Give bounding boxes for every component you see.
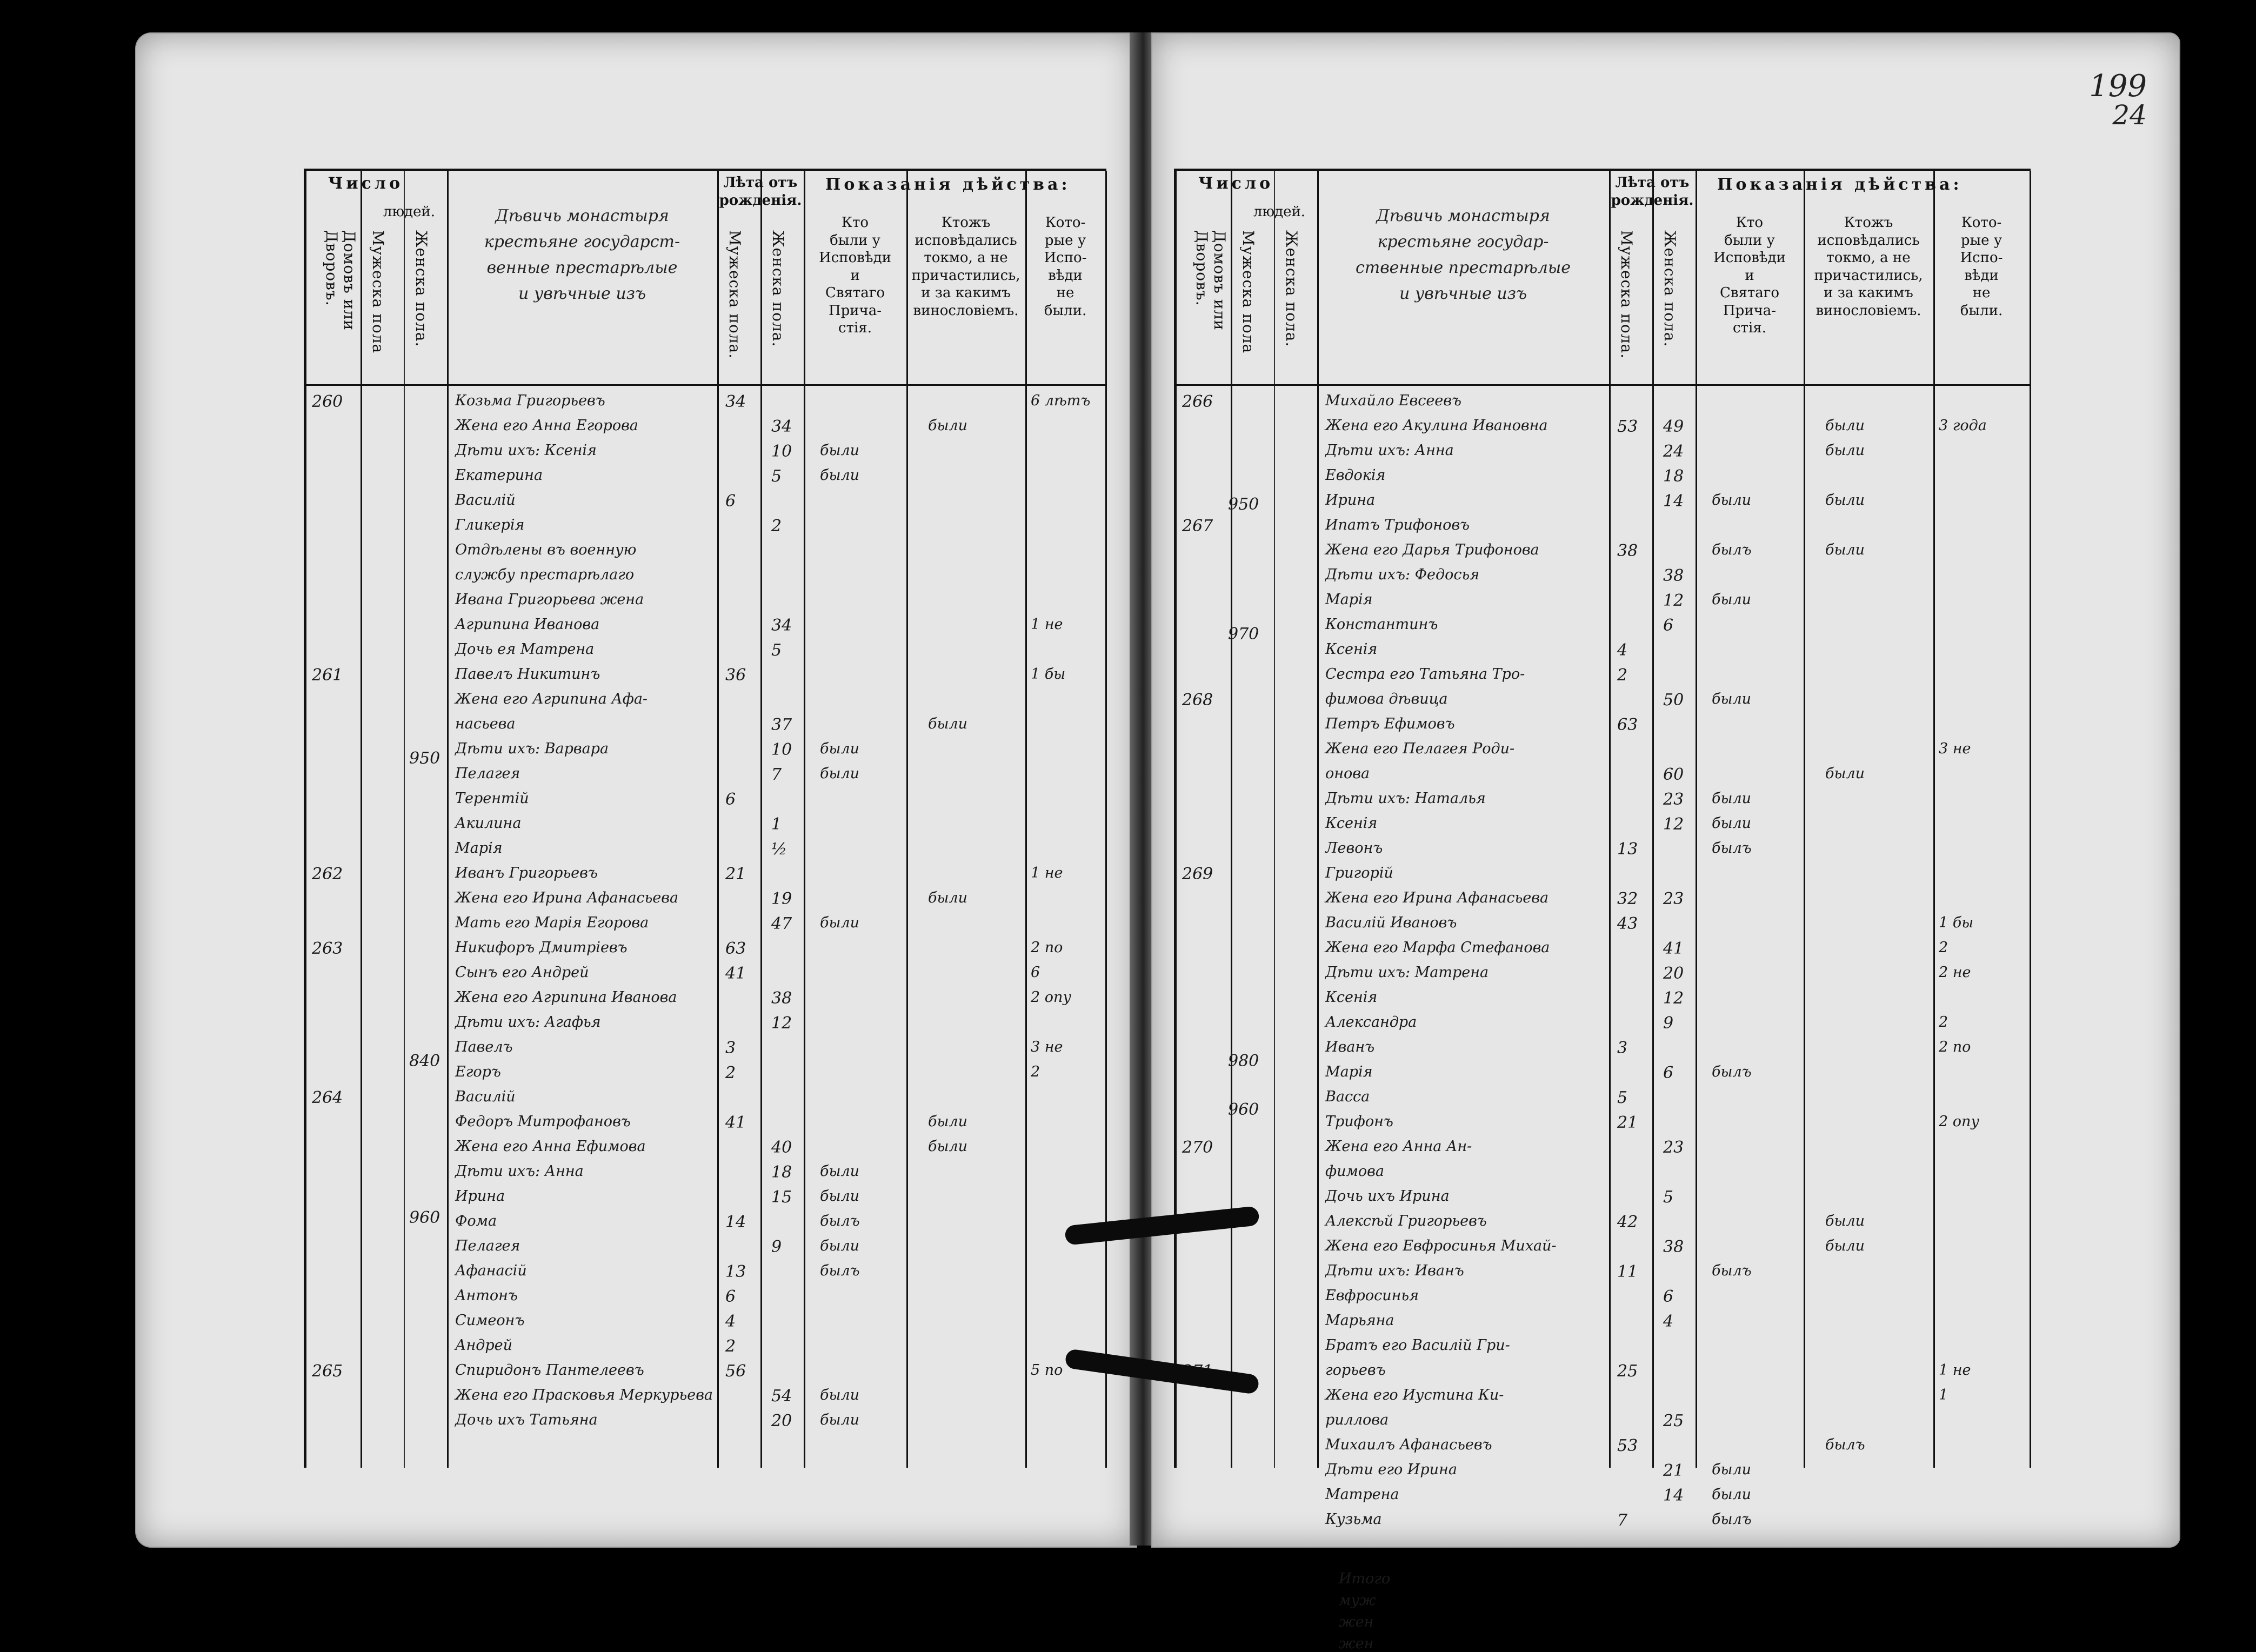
header-leta-m: Мужеска пола. (726, 230, 744, 359)
dvor-number: 263 (312, 939, 343, 958)
dvor-number: 268 (1182, 691, 1213, 710)
entry-name: Левонъ (1325, 840, 1383, 857)
entry-name: Дѣти ихъ: Анна (1325, 442, 1454, 459)
mark-kotorye: 2 опу (1031, 989, 1072, 1006)
entry-name: Федоръ Митрофановъ (455, 1113, 631, 1130)
age-female: 38 (1663, 1238, 1684, 1256)
age-male: 14 (725, 1213, 746, 1232)
mark-kto: были (1712, 1486, 1752, 1503)
age-male: 21 (725, 865, 746, 884)
entry-name: Жена его Евфросинья Михай- (1325, 1238, 1557, 1254)
dvor-number: 267 (1182, 517, 1213, 536)
entry-name: Дѣти ихъ: Агафья (455, 1014, 601, 1031)
age-male: 56 (725, 1362, 746, 1381)
entry-name: Никифоръ Дмитріевъ (455, 939, 628, 956)
entry-name: Ксенія (1325, 815, 1378, 832)
age-female: 34 (771, 616, 792, 635)
entry-name: Антонъ (455, 1287, 518, 1304)
age-male: 13 (725, 1262, 746, 1281)
mark-kotorye: 2 не (1939, 964, 1971, 981)
age-female: 34 (771, 417, 792, 436)
mark-kto: были (820, 740, 860, 757)
age-male: 41 (725, 1113, 746, 1132)
mark-kotorye: 3 не (1031, 1039, 1063, 1055)
entry-name: Дочь ея Матрена (455, 641, 595, 658)
age-female: 50 (1663, 691, 1684, 710)
folio-sub: 24 (2112, 99, 2147, 131)
age-male: 53 (1617, 1436, 1638, 1455)
mark-kto: былъ (1712, 1262, 1752, 1279)
entry-name: насьева (455, 715, 516, 732)
mark-kto: были (820, 914, 860, 931)
entry-name: Жена его Марфа Стефанова (1325, 939, 1550, 956)
entry-name: Дѣти ихъ: Наталья (1325, 790, 1486, 807)
mark-kto: былъ (1712, 541, 1752, 558)
header-kotorye-right: Кото- рые у Испо- вѣди не были. (1960, 215, 2003, 319)
header-leta: Лѣта отъ рожденія. (719, 175, 802, 209)
age-male: 38 (1617, 541, 1638, 560)
entry-name: Иванъ Григорьевъ (455, 865, 598, 881)
age-male: 43 (1617, 914, 1638, 933)
age-female: 60 (1663, 765, 1684, 784)
age-female: 24 (1663, 442, 1684, 461)
tail-note: жен (1339, 1614, 1374, 1630)
mark-kotorye: 2 по (1031, 939, 1063, 956)
mark-ktozh: были (1825, 765, 1865, 782)
dvor-number: 260 (312, 392, 343, 411)
entry-name: Жена его Агрипина Иванова (455, 989, 677, 1006)
age-male: 42 (1617, 1213, 1638, 1232)
entry-name: Отдѣлены въ военную (455, 541, 637, 558)
age-female: 5 (771, 467, 782, 486)
mark-kto: были (820, 1412, 860, 1428)
entry-name: Михайло Евсеевъ (1325, 392, 1461, 409)
mark-kotorye: 3 не (1939, 740, 1971, 757)
entry-name: Агрипина Иванова (455, 616, 600, 633)
entry-name: Михаилъ Афанасьевъ (1325, 1436, 1492, 1453)
entry-name: Жена его Пелагея Роди- (1325, 740, 1515, 757)
age-female: 18 (1663, 467, 1684, 486)
header-lyudei-right: людей. (1253, 204, 1306, 220)
entry-name: Марія (1325, 591, 1373, 608)
group-total: 960 (409, 1208, 440, 1227)
age-male: 2 (1617, 666, 1628, 685)
entry-name: Павелъ (455, 1039, 513, 1055)
entry-name: Васса (1325, 1088, 1370, 1105)
mark-ktozh: были (928, 417, 968, 434)
age-female: 12 (771, 1014, 792, 1033)
entry-name: Жена его Акулина Ивановна (1325, 417, 1548, 434)
mark-kotorye: 2 опу (1939, 1113, 1980, 1130)
right-page (1151, 32, 2180, 1652)
entry-name: Братъ его Василій Гри- (1325, 1337, 1510, 1354)
age-female: 19 (771, 889, 792, 908)
entry-name: Дочь ихъ Ирина (1325, 1188, 1450, 1205)
mark-kto: были (1712, 691, 1752, 707)
age-female: 20 (771, 1412, 792, 1430)
entry-name: Жена его Иустина Ки- (1325, 1387, 1504, 1403)
mark-kotorye: 2 (1939, 939, 1948, 956)
age-female: 12 (1663, 591, 1684, 610)
age-female: 47 (771, 914, 792, 933)
mark-ktozh: были (1825, 1238, 1865, 1254)
age-female: 49 (1663, 417, 1684, 436)
entry-name: Константинъ (1325, 616, 1438, 633)
age-female: 7 (771, 765, 782, 784)
entry-name: Жена его Ирина Афанасьева (1325, 889, 1549, 906)
age-female: 14 (1663, 492, 1684, 511)
mark-ktozh: были (928, 715, 968, 732)
tail-note: Итого (1339, 1570, 1391, 1587)
right-title: Дѣвичь монастыря крестьяне государ- ственные престарѣлые и увѣчные изъ (1355, 206, 1571, 303)
mark-kto: были (820, 1188, 860, 1205)
entry-name: Дѣти ихъ: Варвара (455, 740, 609, 757)
header-zhen-right: Женска пола. (1283, 230, 1300, 347)
entry-name: Пелагея (455, 765, 520, 782)
age-female: 23 (1663, 1138, 1684, 1157)
entry-name: Василій (455, 1088, 516, 1105)
mark-kto: былъ (1712, 840, 1752, 857)
age-male: 41 (725, 964, 746, 983)
age-male: 11 (1617, 1262, 1638, 1281)
age-female: 20 (1663, 964, 1684, 983)
entry-name: Матрена (1325, 1486, 1399, 1503)
entry-name: Ксенія (1325, 641, 1378, 658)
header-kotorye: Кото- рые у Испо- вѣди не были. (1044, 215, 1087, 319)
entry-name: Жена его Дарья Трифонова (1325, 541, 1539, 558)
header-leta-m-right: Мужеска пола. (1618, 230, 1636, 359)
entry-name: онова (1325, 765, 1370, 782)
open-register-book (135, 32, 2221, 1652)
mark-kto: были (820, 1163, 860, 1180)
entry-name: Мать его Марія Егорова (455, 914, 649, 931)
entry-name: Петръ Ефимовъ (1325, 715, 1455, 732)
dvor-number: 261 (312, 666, 343, 685)
mark-ktozh: были (1825, 541, 1865, 558)
age-male: 36 (725, 666, 746, 685)
entry-name: Евдокія (1325, 467, 1386, 484)
tail-note: муж (1339, 1592, 1376, 1609)
mark-ktozh: были (1825, 492, 1865, 509)
age-male: 2 (725, 1064, 736, 1082)
entry-name: фимова (1325, 1163, 1384, 1180)
entry-name: Екатерина (455, 467, 543, 484)
mark-kotorye: 1 не (1939, 1362, 1971, 1379)
mark-kto: были (1712, 591, 1752, 608)
age-male: 6 (725, 1287, 736, 1306)
entry-name: Андрей (455, 1337, 512, 1354)
dvor-number: 270 (1182, 1138, 1213, 1157)
mark-kotorye: 1 не (1031, 865, 1063, 881)
dvor-number: 262 (312, 865, 343, 884)
entry-name: Дѣти ихъ: Федосья (1325, 566, 1480, 583)
header-chislo-right: Число (1198, 174, 1274, 193)
header-chislo: Число (328, 174, 404, 193)
entry-name: Ипатъ Трифоновъ (1325, 517, 1470, 533)
entry-name: Ирина (455, 1188, 505, 1205)
header-leta-right: Лѣта отъ рожденія. (1611, 175, 1694, 209)
mark-kotorye: 2 (1939, 1014, 1948, 1031)
mark-ktozh: были (928, 1113, 968, 1130)
mark-kto: были (820, 1238, 860, 1254)
age-female: 9 (771, 1238, 782, 1256)
entry-name: Жена его Агрипина Афа- (455, 691, 648, 707)
header-leta-zh-right: Женска пола. (1661, 230, 1679, 347)
age-female: 18 (771, 1163, 792, 1182)
age-female: 54 (771, 1387, 792, 1406)
dvor-number: 265 (312, 1362, 343, 1381)
age-female: 38 (1663, 566, 1684, 585)
header-kto-right: Кто были у Исповѣди и Святаго Прича- стія. (1713, 215, 1786, 336)
entry-name: Спиридонъ Пантелеевъ (455, 1362, 644, 1379)
folio-number (2089, 71, 2147, 129)
age-male: 34 (725, 392, 746, 411)
header-leta-zh: Женска пола. (769, 230, 787, 347)
age-male: 3 (1617, 1039, 1628, 1058)
entry-name: Жена его Анна Егорова (455, 417, 638, 434)
mark-kotorye: 6 (1031, 964, 1040, 981)
age-male: 5 (1617, 1088, 1628, 1107)
group-total: 950 (409, 749, 440, 768)
left-title: Дѣвичь монастыря крестьяне государст- венные престарѣлые и увѣчные изъ (484, 206, 680, 303)
group-total: 950 (1228, 495, 1259, 514)
mark-kotorye: 1 не (1031, 616, 1063, 633)
mark-kto: были (820, 442, 860, 459)
mark-kto: были (1712, 492, 1752, 509)
mark-ktozh: были (928, 889, 968, 906)
tail-note: жен (1339, 1635, 1374, 1652)
entry-name: Кузьма (1325, 1511, 1382, 1528)
entry-name: Дѣти ихъ: Ксенія (455, 442, 597, 459)
group-total: 970 (1228, 625, 1259, 644)
mark-kotorye: 5 по (1031, 1362, 1063, 1379)
mark-kotorye: 1 бы (1031, 666, 1066, 683)
mark-kto: были (820, 765, 860, 782)
entry-name: Жена его Прасковья Меркурьева (455, 1387, 713, 1403)
entry-name: Сестра его Татьяна Тро- (1325, 666, 1525, 683)
mark-kto: были (820, 467, 860, 484)
mark-ktozh: были (1825, 442, 1865, 459)
entry-name: горьевъ (1325, 1362, 1386, 1379)
age-male: 7 (1617, 1511, 1628, 1530)
age-male: 25 (1617, 1362, 1638, 1381)
age-female: 23 (1663, 790, 1684, 809)
header-muzh-right: Мужеска пола (1239, 230, 1257, 354)
age-female: ½ (771, 840, 787, 859)
age-female: 23 (1663, 889, 1684, 908)
entry-name: Дѣти ихъ: Матрена (1325, 964, 1489, 981)
age-male: 53 (1617, 417, 1638, 436)
age-male: 32 (1617, 889, 1638, 908)
age-female: 21 (1663, 1461, 1684, 1480)
mark-kotorye: 1 (1939, 1387, 1948, 1403)
entry-name: Павелъ Никитинъ (455, 666, 600, 683)
mark-ktozh: были (1825, 1213, 1865, 1229)
age-female: 15 (771, 1188, 792, 1207)
entry-name: Марія (455, 840, 503, 857)
right-table (1174, 169, 2031, 1652)
header-zhen: Женска пола. (412, 230, 430, 347)
entry-name: Евфросинья (1325, 1287, 1419, 1304)
age-female: 6 (1663, 1064, 1674, 1082)
entry-name: Дѣти ихъ: Анна (455, 1163, 584, 1180)
entry-name: Трифонъ (1325, 1113, 1393, 1130)
mark-kto: были (1712, 1461, 1752, 1478)
entry-name: Дѣти ихъ: Иванъ (1325, 1262, 1464, 1279)
entry-name: Ирина (1325, 492, 1376, 509)
entry-name: Акилина (455, 815, 522, 832)
entry-name: фимова дѣвица (1325, 691, 1448, 707)
left-page (135, 32, 1137, 1548)
entry-name: Григорій (1325, 865, 1393, 881)
entry-name: Жена его Анна Ефимова (455, 1138, 646, 1155)
age-female: 6 (1663, 1287, 1674, 1306)
entry-name: Афанасій (455, 1262, 527, 1279)
entry-name: Жена его Ирина Афанасьева (455, 889, 679, 906)
entry-name: Жена его Анна Ан- (1325, 1138, 1472, 1155)
header-muzh: Мужеска пола (369, 230, 387, 354)
age-male: 63 (725, 939, 746, 958)
entry-name: Козьма Григорьевъ (455, 392, 605, 409)
entry-name: Дѣти его Ирина (1325, 1461, 1457, 1478)
age-female: 25 (1663, 1412, 1684, 1430)
age-female: 9 (1663, 1014, 1674, 1033)
entry-name: Сынъ его Андрей (455, 964, 589, 981)
entry-name: Дочь ихъ Татьяна (455, 1412, 598, 1428)
mark-kto: были (1712, 815, 1752, 832)
group-total: 980 (1228, 1052, 1259, 1071)
age-female: 40 (771, 1138, 792, 1157)
header-ktozh-right: Ктожъ исповѣдались токмо, а не причастились, и за какимъ винословіемъ. (1814, 215, 1923, 319)
mark-kto: былъ (820, 1213, 860, 1229)
age-female: 38 (771, 989, 792, 1008)
mark-kto: былъ (820, 1262, 860, 1279)
entry-name: Егоръ (455, 1064, 501, 1080)
header-kto: Кто были у Исповѣди и Святаго Прича- стія. (819, 215, 891, 336)
entry-name: риллова (1325, 1412, 1389, 1428)
age-male: 63 (1617, 715, 1638, 734)
mark-kotorye: 6 лѣтъ (1031, 392, 1091, 409)
age-female: 12 (1663, 989, 1684, 1008)
age-male: 13 (1617, 840, 1638, 859)
mark-kto: былъ (1712, 1064, 1752, 1080)
entry-name: Ивана Григорьева жена (455, 591, 644, 608)
age-male: 4 (1617, 641, 1628, 660)
age-female: 10 (771, 442, 792, 461)
folio-main: 199 (2089, 69, 2147, 104)
entry-name: Александра (1325, 1014, 1417, 1031)
mark-kotorye: 3 года (1939, 417, 1987, 434)
header-ktozh: Ктожъ исповѣдались токмо, а не причастились, и за какимъ винословіемъ. (911, 215, 1020, 319)
age-female: 5 (771, 641, 782, 660)
age-female: 4 (1663, 1312, 1674, 1331)
group-total: 840 (409, 1052, 440, 1071)
mark-ktozh: были (1825, 417, 1865, 434)
age-male: 4 (725, 1312, 736, 1331)
mark-kotorye: 2 по (1939, 1039, 1971, 1055)
entry-name: Василій (455, 492, 516, 509)
mark-kotorye: 2 (1031, 1064, 1040, 1080)
header-pokazaniya: Показанія дѣйства: (825, 175, 1071, 194)
dvor-number: 269 (1182, 865, 1213, 884)
entry-name: Фома (455, 1213, 497, 1229)
age-male: 21 (1617, 1113, 1638, 1132)
age-male: 6 (725, 790, 736, 809)
mark-kto: былъ (1712, 1511, 1752, 1528)
dvor-number: 266 (1182, 392, 1213, 411)
age-female: 1 (771, 815, 782, 834)
mark-kto: были (1712, 790, 1752, 807)
age-female: 2 (771, 517, 782, 536)
entry-name: Василій Ивановъ (1325, 914, 1457, 931)
age-female: 14 (1663, 1486, 1684, 1505)
entry-name: Иванъ (1325, 1039, 1375, 1055)
age-female: 6 (1663, 616, 1674, 635)
mark-ktozh: былъ (1825, 1436, 1865, 1453)
age-female: 37 (771, 715, 792, 734)
entry-name: Алексѣй Григорьевъ (1325, 1213, 1487, 1229)
dvor-number: 264 (312, 1088, 343, 1107)
entry-name: Марьяна (1325, 1312, 1394, 1329)
entry-name: Ксенія (1325, 989, 1378, 1006)
age-female: 10 (771, 740, 792, 759)
header-domov-right: Домовъ или Дворовъ. (1193, 230, 1229, 331)
entry-name: службу престарѣлаго (455, 566, 635, 583)
age-female: 41 (1663, 939, 1684, 958)
left-table (304, 169, 1106, 1468)
entry-name: Симеонъ (455, 1312, 525, 1329)
entry-name: Марія (1325, 1064, 1373, 1080)
entry-name: Гликерія (455, 517, 525, 533)
header-domov: Домовъ или Дворовъ. (323, 230, 358, 331)
group-total: 960 (1228, 1100, 1259, 1119)
mark-ktozh: были (928, 1138, 968, 1155)
entry-name: Терентій (455, 790, 529, 807)
header-lyudei: людей. (383, 204, 436, 220)
age-female: 12 (1663, 815, 1684, 834)
age-male: 2 (725, 1337, 736, 1356)
age-male: 6 (725, 492, 736, 511)
age-male: 3 (725, 1039, 736, 1058)
entry-name: Пелагея (455, 1238, 520, 1254)
age-female: 5 (1663, 1188, 1674, 1207)
mark-kotorye: 1 бы (1939, 914, 1974, 931)
header-pokazaniya-right: Показанія дѣйства: (1717, 175, 1963, 194)
mark-kto: были (820, 1387, 860, 1403)
